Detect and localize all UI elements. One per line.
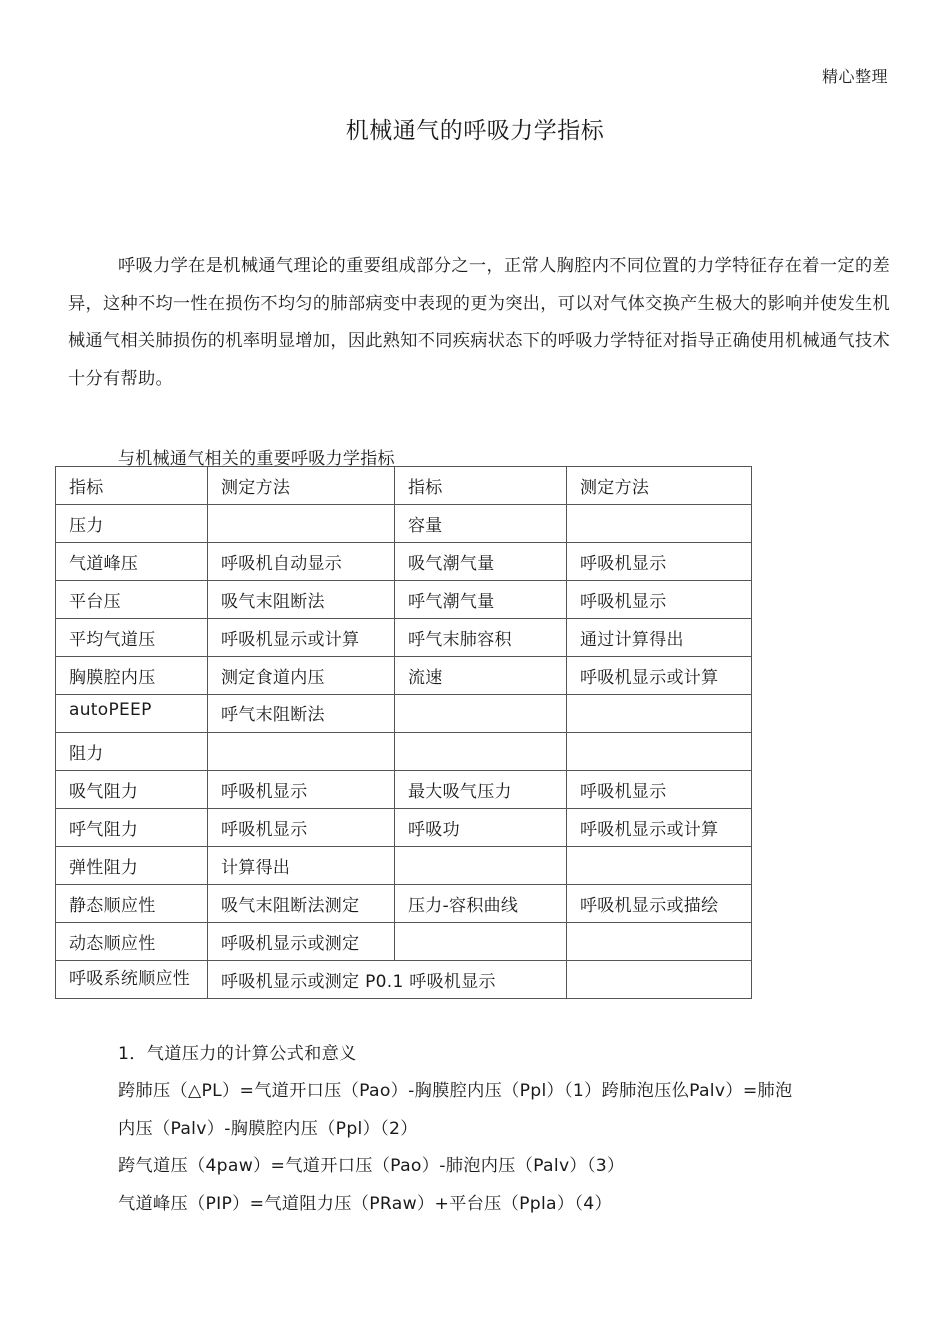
table-cell: 呼吸机显示或测定 P0.1 呼吸机显示 [208,961,567,999]
table-cell [208,505,395,543]
table-row [56,657,752,695]
table-cell [395,923,567,961]
table-row [56,885,752,923]
table-cell: 测定方法 [208,467,395,505]
table-row [56,619,752,657]
table-cell: 吸气阻力 [56,771,208,809]
table-cell: 容量 [395,505,567,543]
table-cell: 呼吸机显示或描绘 [567,885,752,923]
table-cell: 压力-容积曲线 [395,885,567,923]
section-airway-pressure [118,1036,890,1223]
table-cell: 呼吸功 [395,809,567,847]
table-cell: 呼气末肺容积 [395,619,567,657]
table-cell: 呼气阻力 [56,809,208,847]
table-cell: 呼吸机显示或计算 [567,809,752,847]
formula-line: 气道峰压（PIP）=气道阻力压（PRaw）+平台压（Ppla）（4） [118,1193,612,1214]
table-cell [567,847,752,885]
table-row [56,543,752,581]
table-row [56,771,752,809]
table-cell: 吸气潮气量 [395,543,567,581]
table-cell: 测定方法 [567,467,752,505]
table-cell [395,847,567,885]
table-cell: 压力 [56,505,208,543]
formula-line: 跨气道压（4paw）=气道开口压（Pao）-肺泡内压（Palv）（3） [118,1156,625,1176]
table-cell: 计算得出 [208,847,395,885]
table-cell: 呼吸机显示 [208,809,395,847]
table-cell: 呼吸机显示 [567,543,752,581]
table-cell: 阻力 [56,733,208,771]
table-cell: 呼吸机显示或测定 [208,923,395,961]
table-cell: 流速 [395,657,567,695]
table-row [56,923,752,961]
table-cell: 动态顺应性 [56,923,208,961]
table-cell: 呼吸机自动显示 [208,543,395,581]
document-title: 机械通气的呼吸力学指标 [345,118,605,144]
formula-line: 内压（Palv）-胸膜腔内压（Ppl）（2） [118,1118,418,1139]
table-cell: 通过计算得出 [567,619,752,657]
intro-paragraph: 呼吸力学在是机械通气理论的重要组成部分之一，正常人胸腔内不同位置的力学特征存在着一定的差异，这种不均一性在损伤不均匀的肺部病变中表现的更为突出，可以对气体交换产生极大的影响并使发生机械通气相关肺损伤的机率明显增加，因此熟知不同疾病状态下的呼吸力学特征对指导正确使用机械通气技术十分有帮助。 [68,256,890,389]
table-caption: 与机械通气相关的重要呼吸力学指标 [118,449,395,469]
table-cell [567,923,752,961]
table-cell: 呼气末阻断法 [208,695,395,733]
table-cell [567,695,752,733]
table-cell: 胸膜腔内压 [56,657,208,695]
table-cell: 呼吸机显示或计算 [208,619,395,657]
table-cell: 指标 [395,467,567,505]
table-cell: 呼吸机显示或计算 [567,657,752,695]
table-cell: 静态顺应性 [56,885,208,923]
table-cell: 呼吸机显示 [567,771,752,809]
table-cell: autoPEEP [56,695,208,733]
table-cell: 指标 [56,467,208,505]
table-cell [567,733,752,771]
formula-line: 跨肺压（△PL）=气道开口压（Pao）-胸膜腔内压（Ppl）（1）跨肺泡压仫Palv）=肺泡 [118,1081,793,1101]
table-cell: 最大吸气压力 [395,771,567,809]
table-row [56,847,752,885]
table-row [56,505,752,543]
table-cell: 平均气道压 [56,619,208,657]
table-cell: 测定食道内压 [208,657,395,695]
table-row [56,961,752,999]
table-cell: 平台压 [56,581,208,619]
table-row [56,695,752,733]
table-row [56,467,752,505]
table-cell: 弹性阻力 [56,847,208,885]
table-cell: 气道峰压 [56,543,208,581]
indicators-table [55,466,752,999]
table-row [56,733,752,771]
table-cell: 呼气潮气量 [395,581,567,619]
table-row [56,809,752,847]
table-cell [395,733,567,771]
table-cell: 呼吸机显示 [208,771,395,809]
table-cell [567,961,752,999]
table-cell [567,505,752,543]
table-row [56,581,752,619]
table-cell: 呼吸机显示 [567,581,752,619]
header-label: 精心整理 [821,67,888,86]
table-cell: 吸气末阻断法 [208,581,395,619]
section-heading: 1．气道压力的计算公式和意义 [118,1044,357,1064]
table-cell: 吸气末阻断法测定 [208,885,395,923]
table-cell [208,733,395,771]
table-cell: 呼吸系统顺应性 [56,961,208,999]
table-cell [395,695,567,733]
